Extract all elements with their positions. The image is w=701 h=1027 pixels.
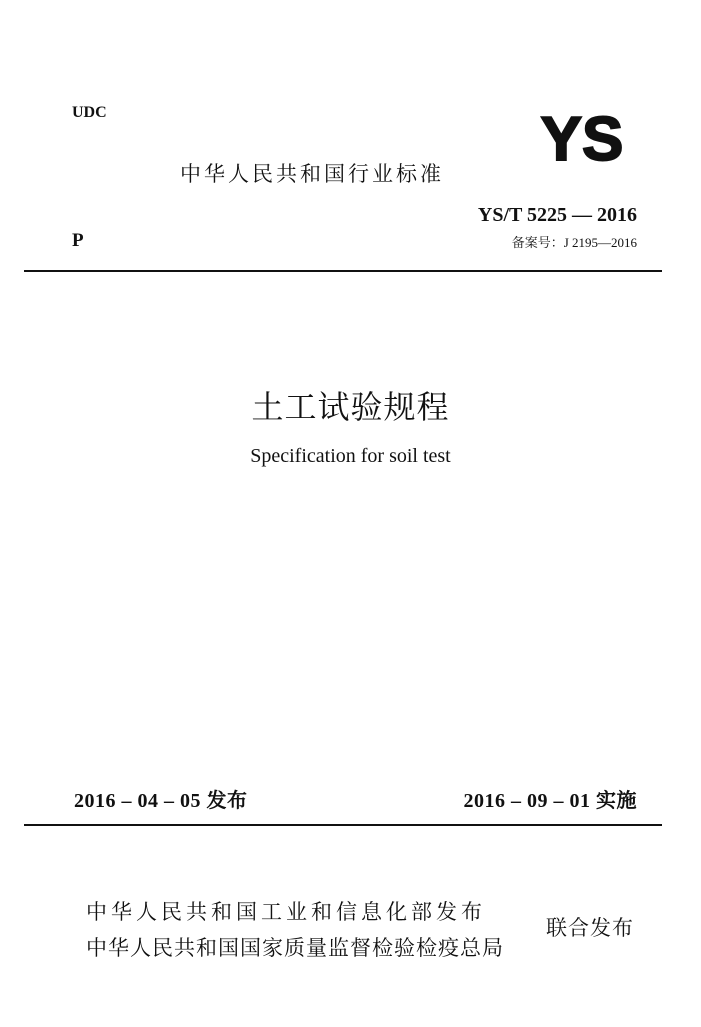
top-divider bbox=[24, 270, 662, 272]
document-title-english: Specification for soil test bbox=[250, 445, 451, 467]
bottom-divider bbox=[24, 824, 662, 826]
document-title-chinese: 土工试验规程 bbox=[251, 389, 450, 425]
classification-label: P bbox=[72, 230, 84, 251]
record-number: 备案号：J 2195—2016 bbox=[511, 235, 637, 250]
standard-class: 中华人民共和国行业标准 bbox=[180, 162, 444, 186]
joint-issue-label: 联合发布 bbox=[546, 916, 634, 940]
ys-logo-text: YS bbox=[540, 108, 624, 166]
publish-date: 2016 – 04 – 05 发布 bbox=[74, 790, 248, 812]
ys-logo bbox=[520, 108, 638, 166]
issuer-aqsiq: 中华人民共和国国家质量监督检验检疫总局 bbox=[86, 936, 504, 960]
implement-date: 2016 – 09 – 01 实施 bbox=[463, 790, 637, 812]
standard-code: YS/T 5225 — 2016 bbox=[477, 204, 637, 226]
udc-label: UDC bbox=[72, 104, 107, 121]
ys-logo-graphic bbox=[520, 108, 638, 166]
issuer-ministry: 中华人民共和国工业和信息化部发布 bbox=[86, 900, 486, 924]
